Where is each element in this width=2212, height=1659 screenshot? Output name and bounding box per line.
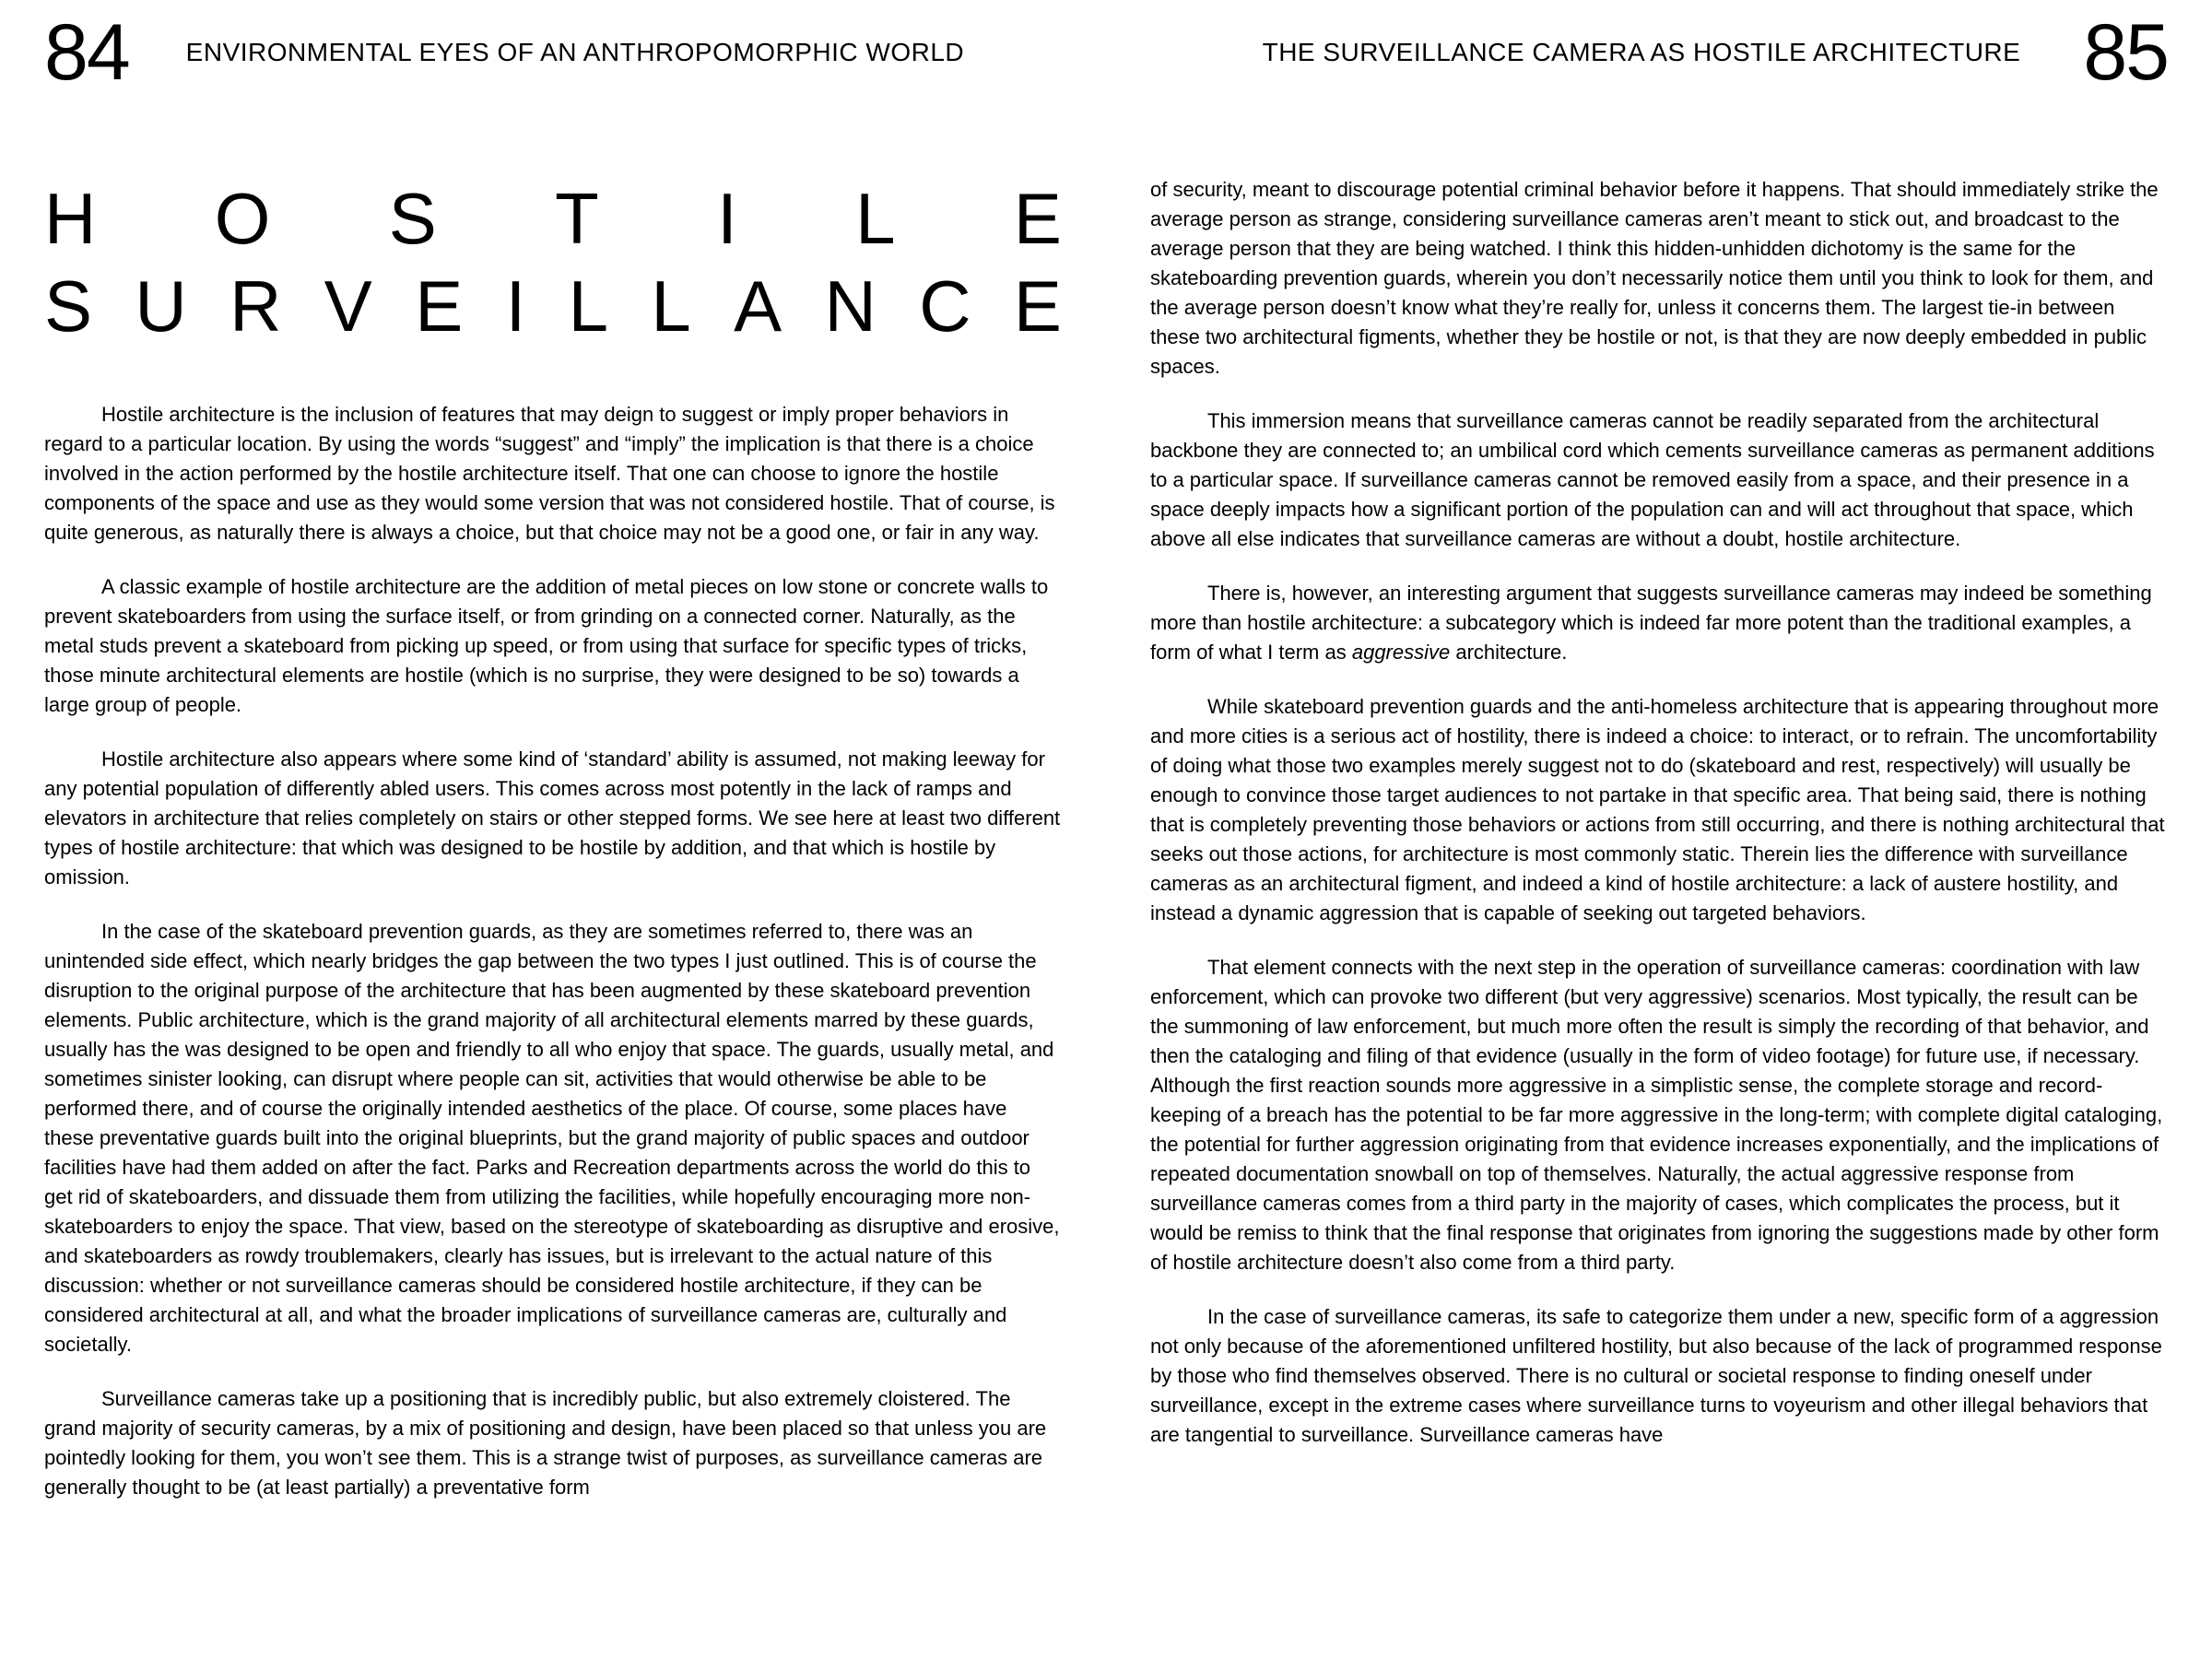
left-running-head: ENVIRONMENTAL EYES OF AN ANTHROPOMORPHIC WORLD <box>185 38 965 66</box>
left-page-number: 84 <box>44 13 129 97</box>
left-body-text <box>44 400 1062 1502</box>
paragraph: In the case of the skateboard prevention guards, as they are sometimes referred to, there was an unintended side effect, which nearly bridges the gap between the two types I just outlined. This is of course the disruption to the original purpose of the architecture that has been augmented by these skateboard prevention elements. Public architecture, which is the grand majority of all architectural elements marred by these guards, usually has the was designed to be open and friendly to all who enjoy that space. The guards, usually metal, and sometimes sinister looking, can disrupt where people can sit, activities that would otherwise be able to be performed there, and of course the originally intended aesthetics of the place. Of course, some places have these preventative guards built into the original blueprints, but the grand majority of public spaces and outdoor facilities have had them added on after the fact. Parks and Recreation departments across the world do this to get rid of skateboarders, and dissuade them from utilizing the facilities, while hopefully encouraging more non-skateboarders to enjoy the space. That view, based on the stereotype of skateboarding as disruptive and erosive, and skateboarders as rowdy troublemakers, clearly has issues, but is irrelevant to the actual nature of this discussion: whether or not surveillance cameras should be considered hostile architecture, if they can be considered architectural at all, and what the broader implications of surveillance cameras are, culturally and societally. <box>44 920 1060 1356</box>
page-right <box>1150 13 2168 1659</box>
paragraph: While skateboard prevention guards and the anti-homeless architecture that is appearing throughout more and more cities is a serious act of hostility, there is indeed a choice: to interact, or to refrain. The uncomfortability of doing what those two examples merely suggest not to do (skateboard and rest, respectively) will usually be enough to convince those target audiences to not partake in that specific area. That being said, there is nothing that is completely preventing those behaviors or actions from still occurring, and there is nothing architectural that seeks out those actions, for architecture is most commonly static. Therein lies the difference with surveillance cameras as an architectural figment, and indeed a kind of hostile architecture: a lack of austere hostility, and instead a dynamic aggression that is capable of seeking out targeted behaviors. <box>1150 695 2165 924</box>
paragraph: Hostile architecture also appears where some kind of ‘standard’ ability is assumed, not making leeway for any potential population of differently abled users. This comes across most potently in the lack of ramps and elevators in architecture that relies completely on stairs or other stepped forms. We see here at least two different types of hostile architecture: that which was designed to be hostile by addition, and that which is hostile by omission. <box>44 747 1061 888</box>
right-page-content <box>1150 175 2168 1475</box>
paragraph: A classic example of hostile architecture are the addition of metal pieces on low stone or concrete walls to prevent skateboarders from using the surface itself, or from grinding on a connected corner. Naturally, as the metal studs prevent a skateboard from picking up speed, or from using that surface for specific types of tricks, those minute architectural elements are hostile (which is no surprise, they were designed to be so) towards a large group of people. <box>44 575 1049 716</box>
right-page-header <box>1150 13 2168 97</box>
title-line-1: H O S T I L E <box>44 178 1062 259</box>
paragraph: This immersion means that surveillance cameras cannot be readily separated from the architectural backbone they are connected to; an umbilical cord which cements surveillance cameras as permanent additions to a particular space. If surveillance cameras cannot be removed easily from a space, and their presence in a space deeply impacts how a significant portion of the population can and will act throughout that space, which above all else indicates that surveillance cameras are without a doubt, hostile architecture. <box>1150 409 2155 550</box>
right-page-number: 85 <box>2083 13 2168 97</box>
left-page-header <box>44 13 1062 97</box>
page-left <box>44 13 1062 1659</box>
paragraph: There is, however, an interesting argument that suggests surveillance cameras may indeed be something more than hostile architecture: a subcategory which is indeed far more potent than the traditional examples, a form of what I term as aggressive architecture. <box>1150 582 2152 664</box>
right-running-head: THE SURVEILLANCE CAMERA AS HOSTILE ARCHITECTURE <box>1262 38 2021 66</box>
paragraph: Surveillance cameras take up a positioning that is incredibly public, but also extremely cloistered. The grand majority of security cameras, by a mix of positioning and design, have been placed so that unless you are pointedly looking for them, you won’t see them. This is a strange twist of purposes, as surveillance cameras are generally thought to be (at least partially) a preventative form <box>44 1387 1047 1499</box>
paragraph: In the case of surveillance cameras, its safe to categorize them under a new, specific form of a aggression not only because of the aforementioned unfiltered hostility, but also because of the lack of programmed response by those who find themselves observed. There is no cultural or societal response to finding oneself under surveillance, except in the extreme cases where surveillance turns to voyeurism and other illegal behaviors that are tangential to surveillance. Surveillance cameras have <box>1150 1305 2162 1446</box>
paragraph: That element connects with the next step in the operation of surveillance cameras: coordination with law enforcement, which can provoke two different (but very aggressive) scenarios. Most typically, the result can be the summoning of law enforcement, but much more often the result is simply the recording of that behavior, and then the cataloging and filing of that evidence (usually in the form of video footage) for future use, if necessary. Although the first reaction sounds more aggressive in a simplistic sense, the complete storage and record-keeping of a breach has the potential to be far more aggressive in the long-term; with complete digital cataloging, the potential for further aggression originating from that evidence increases exponentially, and the implications of repeated documentation snowball on top of themselves. Naturally, the actual aggressive response from surveillance cameras comes from a third party in the majority of cases, which complicates the process, but it would be remiss to think that the final response that originates from ignoring the suggestions made by other form of hostile architecture doesn’t also come from a third party. <box>1150 956 2163 1274</box>
title-line-2: S U R V E I L L A N C E <box>44 265 1062 347</box>
paragraph: of security, meant to discourage potential criminal behavior before it happens. That should immediately strike the average person as strange, considering surveillance cameras aren’t meant to stick out, and broadcast to the average person that they are being watched. I think this hidden-unhidden dichotomy is the same for the skateboarding prevention guards, wherein you don’t necessarily notice them until you think to look for them, and the average person doesn’t know what they’re really for, unless it concerns them. The largest tie-in between these two architectural figments, whether they be hostile or not, is that they are now deeply embedded in public spaces. <box>1150 178 2159 378</box>
left-page-content <box>44 175 1062 1527</box>
article-title <box>44 175 1062 350</box>
right-body-text <box>1150 175 2168 1450</box>
paragraph: Hostile architecture is the inclusion of features that may deign to suggest or imply proper behaviors in regard to a particular location. By using the words “suggest” and “imply” the implication is that there is a choice involved in the action performed by the hostile architecture itself. That one can choose to ignore the hostile components of the space and use as they would some version that was not considered hostile. That of course, is quite generous, as naturally there is always a choice, but that choice may not be a good one, or fair in any way. <box>44 403 1055 544</box>
